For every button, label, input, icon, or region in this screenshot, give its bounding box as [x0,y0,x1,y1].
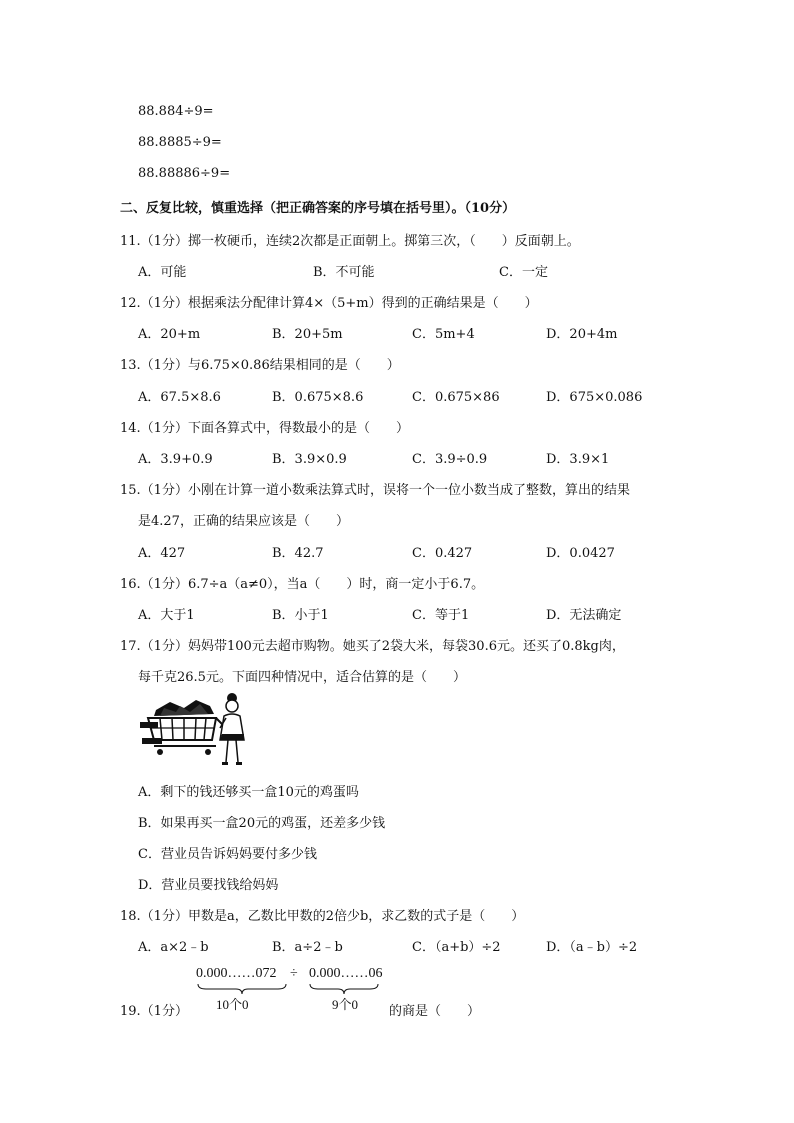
question-15-stem-cont: 是4.27，正确的结果应该是（ ） [138,514,349,529]
question-17-stem-cont: 每千克26.5元。下面四种情况中，适合估算的是（ ） [138,670,466,685]
q15-option-d: D．0.0427 [546,546,615,561]
q12-option-a: A．20+m [138,327,201,342]
q17-option-b: B．如果再买一盒20元的鸡蛋，还差多少钱 [138,816,386,831]
question-19-prefix: 19.（1分） [120,1004,188,1019]
q17-option-a: A．剩下的钱还够买一盒10元的鸡蛋吗 [138,785,359,800]
q18-option-a: A．a×2﹣b [138,940,209,955]
question-17-stem: 17.（1分）妈妈带100元去超市购物。她买了2袋大米，每袋30.6元。还买了0.8kg肉， [120,639,625,654]
calc-line-3: 88.88886÷9= [138,166,231,181]
q14-option-c: C．3.9÷0.9 [412,452,488,467]
q16-option-a: A．大于1 [138,608,195,623]
question-16-stem: 16.（1分）6.7÷a（a≠0），当a（ ）时，商一定小于6.7。 [120,577,485,592]
q18-option-c: C．（a+b）÷2 [412,940,501,955]
q12-option-b: B．20+5m [272,327,343,342]
mother-with-cart-icon [140,688,252,770]
question-18-stem: 18.（1分）甲数是a，乙数比甲数的2倍少b，求乙数的式子是（ ） [120,909,525,924]
q14-option-b: B．3.9×0.9 [272,452,347,467]
calc-line-1: 88.884÷9= [138,104,214,119]
q16-option-c: C．等于1 [412,608,470,623]
q13-option-b: B．0.675×8.6 [272,390,364,405]
q11-option-c: C．一定 [499,265,548,280]
q16-option-b: B．小于1 [272,608,329,623]
q13-option-d: D．675×0.086 [546,390,643,405]
q13-option-c: C．0.675×86 [412,390,500,405]
q14-option-d: D．3.9×1 [546,452,610,467]
q15-option-c: C．0.427 [412,546,473,561]
section-heading: 二、反复比较，慎重选择（把正确答案的序号填在括号里）。（10分） [120,201,516,216]
q15-option-b: B．42.7 [272,546,324,561]
question-13-stem: 13.（1分）与6.75×0.86结果相同的是（ ） [120,358,400,373]
q11-option-a: A．可能 [138,265,187,280]
q19-divide-sign: ÷ [290,966,298,981]
q19-dividend-count: 10个0 [216,997,249,1012]
question-12-stem: 12.（1分）根据乘法分配律计算4×（5+m）得到的正确结果是（ ） [120,296,538,311]
q17-option-d: D．营业员要找钱给妈妈 [138,878,279,893]
question-19-suffix: 的商是（ ） [389,1004,481,1019]
question-11-stem: 11.（1分）掷一枚硬币，连续2次都是正面朝上。掷第三次，（ ）反面朝上。 [120,234,580,249]
q19-divisor: 0.000……06 [309,966,383,981]
q19-dividend: 0.000……072 [196,966,277,981]
shopping-cart-illustration [140,688,252,770]
q13-option-a: A．67.5×8.6 [138,390,221,405]
q18-option-d: D．（a﹣b）÷2 [546,940,638,955]
q17-option-c: C．营业员告诉妈妈要付多少钱 [138,847,317,862]
q18-option-b: B．a÷2﹣b [272,940,343,955]
q19-divisor-count: 9个0 [332,997,359,1012]
q12-option-d: D．20+4m [546,327,618,342]
q14-option-a: A．3.9+0.9 [138,452,213,467]
calc-line-2: 88.8885÷9= [138,135,222,150]
q15-option-a: A．427 [138,546,186,561]
question-14-stem: 14.（1分）下面各算式中，得数最小的是（ ） [120,421,409,436]
q12-option-c: C．5m+4 [412,327,475,342]
question-15-stem: 15.（1分）小刚在计算一道小数乘法算式时，误将一个一位小数当成了整数，算出的结果 [120,483,630,498]
q11-option-b: B．不可能 [313,265,375,280]
q16-option-d: D．无法确定 [546,608,622,623]
